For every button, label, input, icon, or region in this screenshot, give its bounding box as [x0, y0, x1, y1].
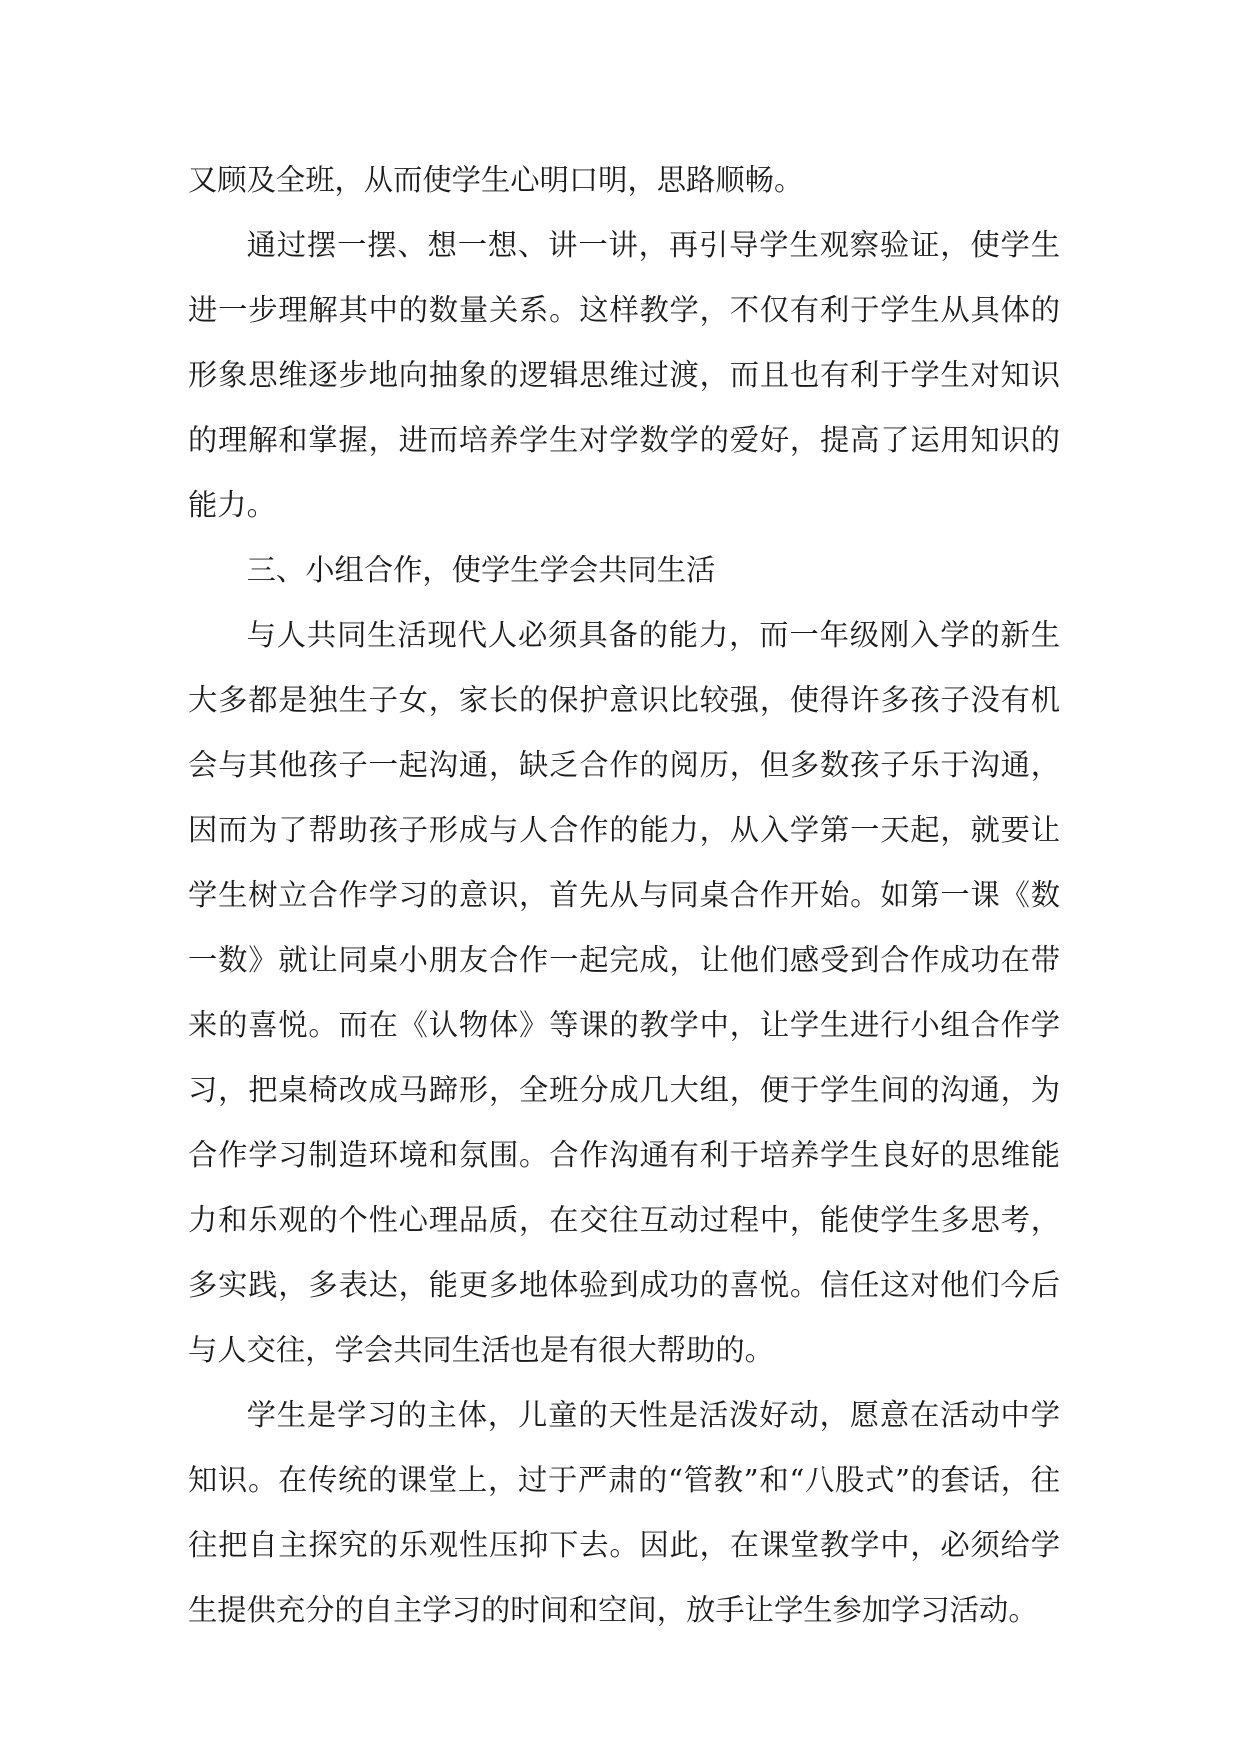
section-heading-group-cooperation: 三、小组合作，使学生学会共同生活: [246, 553, 716, 587]
paragraph-manipulation-teaching: 通过摆一摆、想一想、讲一讲，再引导学生观察验证，使学生进一步理解其中的数量关系。这样教学，不仅有利于学生从具体的形象思维逐步地向抽象的逻辑思维过渡，而且也有利于学生对知识的理解和掌握，进而培养学生对学数学的爱好，提高了运用知识的能力。: [188, 228, 1060, 522]
document-body: [188, 148, 1060, 1643]
paragraph-continuation: 又顾及全班，从而使学生心明口明，思路顺畅。: [188, 163, 804, 197]
paragraph-student-subject: 学生是学习的主体，儿童的天性是活泼好动，愿意在活动中学知识。在传统的课堂上，过于严肃的“管教”和“八股式”的套话，往往把自主探究的乐观性压抑下去。因此，在课堂教学中，必须给学生提供充分的自主学习的时间和空间，放手让学生参加学习活动。: [188, 1398, 1060, 1627]
paragraph-cooperation-ability: 与人共同生活现代人必须具备的能力，而一年级刚入学的新生大多都是独生子女，家长的保护意识比较强，使得许多孩子没有机会与其他孩子一起沟通，缺乏合作的阅历，但多数孩子乐于沟通，因而为了帮助孩子形成与人合作的能力，从入学第一天起，就要让学生树立合作学习的意识，首先从与同桌合作开始。如第一课《数一数》就让同桌小朋友合作一起完成，让他们感受到合作成功在带来的喜悦。而在《认物体》等课的教学中，让学生进行小组合作学习，把桌椅改成马蹄形，全班分成几大组，便于学生间的沟通，为合作学习制造环境和氛围。合作沟通有利于培养学生良好的思维能力和乐观的个性心理品质，在交往互动过程中，能使学生多思考，多实践，多表达，能更多地体验到成功的喜悦。信任这对他们今后与人交往，学会共同生活也是有很大帮助的。: [188, 618, 1060, 1367]
